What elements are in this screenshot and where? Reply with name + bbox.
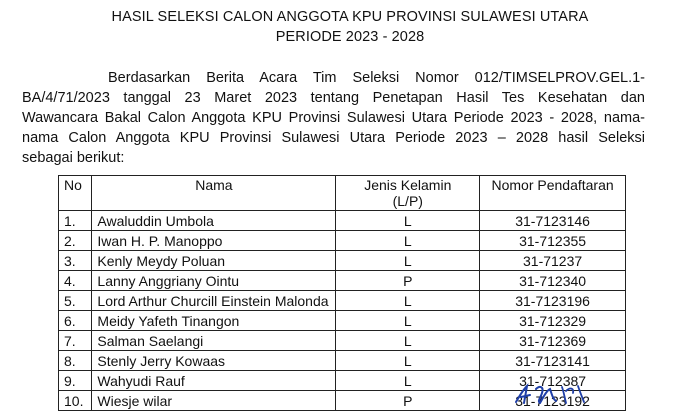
row-jk: L bbox=[336, 331, 480, 351]
row-no: 3. bbox=[59, 251, 92, 271]
row-reg: 31-7123141 bbox=[480, 351, 626, 371]
row-jk: L bbox=[336, 251, 480, 271]
row-nama: Meidy Yafeth Tinangon bbox=[92, 311, 336, 331]
table-row bbox=[59, 311, 626, 331]
header-no: No bbox=[59, 176, 92, 211]
header-jenis-kelamin bbox=[336, 176, 480, 211]
row-no: 1. bbox=[59, 211, 92, 231]
header-nama: Nama bbox=[92, 176, 336, 211]
row-no: 9. bbox=[59, 371, 92, 391]
header-nomor-pendaftaran: Nomor Pendaftaran bbox=[480, 176, 626, 211]
document-period: PERIODE 2023 - 2028 bbox=[275, 29, 425, 45]
row-no: 7. bbox=[59, 331, 92, 351]
row-reg: 31-7123192 bbox=[480, 391, 626, 411]
row-no: 2. bbox=[59, 231, 92, 251]
row-reg: 31-712340 bbox=[480, 271, 626, 291]
row-jk: P bbox=[336, 271, 480, 291]
row-jk: L bbox=[336, 211, 480, 231]
row-jk: L bbox=[336, 351, 480, 371]
row-reg: 31-7123146 bbox=[480, 211, 626, 231]
row-nama: Awaluddin Umbola bbox=[92, 211, 336, 231]
table-row bbox=[59, 331, 626, 351]
intro-line-1: Berdasarkan Berita Acara Tim Seleksi Nomor 012/TIMSELPROV.GEL.1- bbox=[108, 70, 645, 86]
intro-line-3: Wawancara Bakal Calon Anggota KPU Provinsi Sulawesi Utara Periode 2023 - 2028, nama- bbox=[22, 110, 645, 126]
row-nama: Salman Saelangi bbox=[92, 331, 336, 351]
row-reg: 31-712387 bbox=[480, 371, 626, 391]
row-no: 4. bbox=[59, 271, 92, 291]
intro-line-2: BA/4/71/2023 tanggal 23 Maret 2023 tentang Penetapan Hasil Tes Kesehatan dan bbox=[22, 90, 645, 106]
intro-line-5: sebagai berikut: bbox=[22, 150, 125, 166]
intro-line-4: nama Calon Anggota KPU Provinsi Sulawesi Utara Periode 2023 – 2028 hasil Seleksi bbox=[22, 130, 645, 146]
row-no: 8. bbox=[59, 351, 92, 371]
row-nama: Wiesje wilar bbox=[92, 391, 336, 411]
table-row bbox=[59, 231, 626, 251]
row-jk: L bbox=[336, 291, 480, 311]
row-reg: 31-712329 bbox=[480, 311, 626, 331]
row-reg: 31-7123196 bbox=[480, 291, 626, 311]
row-nama: Wahyudi Rauf bbox=[92, 371, 336, 391]
row-nama: Lord Arthur Churcill Einstein Malonda bbox=[92, 291, 336, 311]
table-row bbox=[59, 251, 626, 271]
candidate-table bbox=[58, 175, 626, 411]
table-row bbox=[59, 211, 626, 231]
table-row bbox=[59, 351, 626, 371]
row-nama: Iwan H. P. Manoppo bbox=[92, 231, 336, 251]
row-jk: L bbox=[336, 371, 480, 391]
row-jk: L bbox=[336, 231, 480, 251]
row-no: 10. bbox=[59, 391, 92, 411]
document-title: HASIL SELEKSI CALON ANGGOTA KPU PROVINSI SULAWESI UTARA bbox=[111, 9, 589, 25]
table-row bbox=[59, 271, 626, 291]
row-no: 5. bbox=[59, 291, 92, 311]
signature-mark bbox=[512, 383, 602, 404]
row-reg: 31-712369 bbox=[480, 331, 626, 351]
header-jk-line2: (L/P) bbox=[392, 193, 423, 209]
table-row bbox=[59, 291, 626, 311]
row-jk: P bbox=[336, 391, 480, 411]
row-reg: 31-71237 bbox=[480, 251, 626, 271]
row-nama: Kenly Meydy Poluan bbox=[92, 251, 336, 271]
row-nama: Stenly Jerry Kowaas bbox=[92, 351, 336, 371]
row-no: 6. bbox=[59, 311, 92, 331]
row-nama: Lanny Anggriany Ointu bbox=[92, 271, 336, 291]
table-header-row bbox=[59, 176, 626, 211]
row-jk: L bbox=[336, 311, 480, 331]
row-reg: 31-712355 bbox=[480, 231, 626, 251]
header-jk-line1: Jenis Kelamin bbox=[364, 177, 452, 193]
